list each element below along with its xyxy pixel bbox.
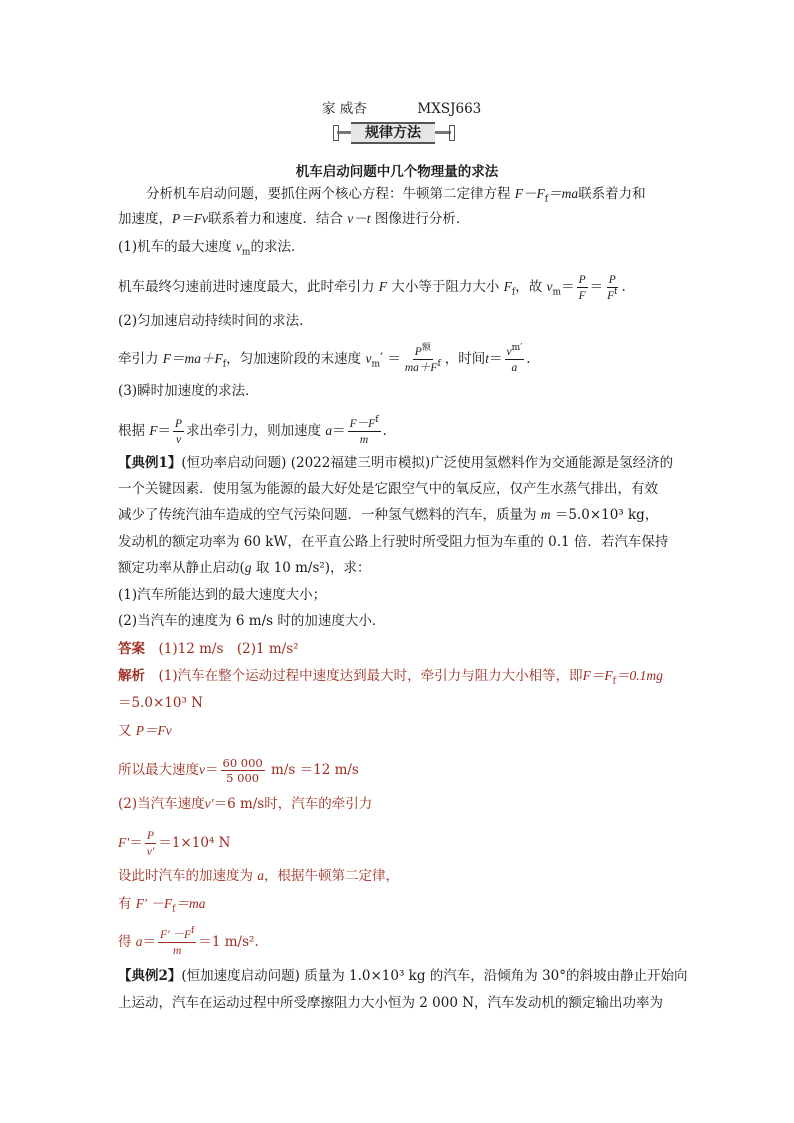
method-1-heading: (1)机车的最大速度 $v_m$的求法． [118,239,305,258]
fraction-final-accel: $\frac{F' -F^f}{m}$ [160,926,195,957]
solution-1-line-1: 解析 (1)汽车在整个运动过程中速度达到最大时，牵引力与阻力大小相等，即$F=F_f=0.1mg$ [118,668,663,687]
example-1-tag: 【典例1】 [118,455,182,471]
answer-1: 答案 (1)12 m/s (2)1 m/s² [118,641,299,657]
fraction-vm-over-a: $\frac{v^{m'}}{a}$ [506,343,523,374]
solution-1-line-6: F′＝ $\frac{P}{v'}$ ＝1×10⁴ N [118,830,231,858]
fraction-p-over-v: $\frac{P}{v}$ [175,418,183,446]
solution-1-line-7: 设此时汽车的加速度为 a，根据牛顿第二定律， [118,868,400,884]
solution-label: 解析 [118,668,145,684]
header-code: MXSJ663 [417,101,482,117]
fraction-p-over-v-prime: $\frac{P}{v'}$ [146,830,155,858]
example-2-line-2: 上运动，汽车在运动过程中所受摩擦阻力大小恒为 2 000 N，汽车发动机的额定输出功率为 [118,995,664,1011]
fraction-accel: $\frac{F-F^f}{m}$ [349,415,379,446]
fraction-p-rated: $\frac{P^额}{ma+F^f}$ [404,343,441,374]
example-1-line-5: 额定功率从静止启动(g 取 10 m/s²)，求： [118,560,371,576]
intro-line-1: 分析机车启动问题，要抓住两个核心方程：牛顿第二定律方程 $F-F_f=ma$联系着力和 [146,186,646,205]
example-1-line-2: 一个关键因素．使用氢为能源的最大好处是它跟空气中的氧反应，仅产生水蒸气排出，有效 [118,481,658,497]
banner-right-bracket [449,125,455,141]
example-1-line-3: 减少了传统汽油车造成的空气污染问题．一种氢气燃料的汽车，质量为 m ＝5.0×10³ kg， [118,507,659,523]
method-1-body: 机车最终匀速前进时速度最大，此时牵引力 F 大小等于阻力大小 $F_f$，故 $v_m=$ $\frac{P}{F}$ ＝ $\frac{P}{F^f}$ . [118,274,626,302]
answer-label: 答案 [118,641,145,657]
fraction-p-over-f: $\frac{P}{F}$ [578,274,586,302]
header-author: 家 威杏 [322,101,367,117]
method-3-heading: (3)瞬时加速度的求法． [118,383,259,399]
method-2-heading: (2)匀加速启动持续时间的求法． [118,313,313,329]
intro-line-2: 加速度，P＝Fv联系着力和速度．结合 v－t 图像进行分析． [118,211,470,227]
solution-1-line-9: 得 a＝ $\frac{F' -F^f}{m}$ ＝1 m/s². [118,926,259,957]
example-1-question-1: (1)汽车所能达到的最大速度大小； [118,587,327,603]
section-banner [331,121,457,143]
fraction-max-speed: $\frac{60 000}{5 000}$ [222,756,263,785]
method-2-body: 牵引力 $F=ma+F_f$，匀加速阶段的末速度 $v_m'$ ＝ $\frac{P^额}{ma+F^f}$ ，时间t＝ $\frac{v^{m'}}{a}$ . [118,343,531,374]
solution-1-line-8: 有 $F' -F_f=ma$ [118,896,206,915]
solution-1-line-4: 所以最大速度v＝ $\frac{60 000}{5 000}$ m/s ＝12 m/s [118,756,359,785]
banner-label: 规律方法 [351,122,435,144]
page-header [322,97,481,117]
solution-1-line-3: 又 P＝Fv [118,723,172,739]
example-2-line-1: 【典例2】(恒加速度启动问题) 质量为 1.0×10³ kg 的汽车，沿倾角为 30°的斜坡由静止开始向 [118,968,688,984]
solution-1-line-2: ＝5.0×10³ N [118,695,203,711]
example-2-tag: 【典例2】 [118,968,182,984]
solution-1-line-5: (2)当汽车速度v′＝6 m/s时，汽车的牵引力 [118,796,373,812]
section-title: 机车启动问题中几个物理量的求法 [295,164,499,180]
method-3-body: 根据 F＝ $\frac{P}{v}$ 求出牵引力，则加速度 a＝ $\frac{F-F^f}{m}$ . [118,415,387,446]
fraction-p-over-ff: $\frac{P}{F^f}$ [607,274,618,302]
example-1-line-4: 发动机的额定功率为 60 kW，在平直公路上行驶时所受阻力恒为车重的 0.1 倍．若汽车保持 [118,534,669,550]
example-1-line-1: 【典例1】(恒功率启动问题) (2022福建三明市模拟)广泛使用氢燃料作为交通能源是氢经济的 [118,455,674,471]
example-1-question-2: (2)当汽车的速度为 6 m/s 时的加速度大小． [118,613,386,629]
